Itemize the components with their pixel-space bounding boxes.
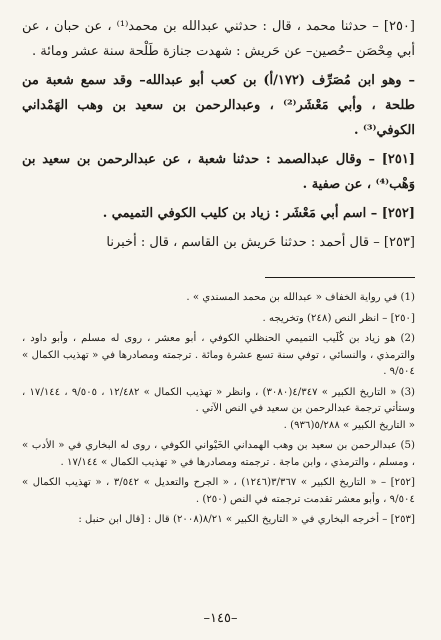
paragraph-251: [٢٥١] – وقال عبدالصمد : حدثنا شعبة ، عن عبدالرحمن بن سعيد بن وَهْب⁽⁴⁾ ، عن صفية . [22, 152, 415, 192]
paragraph-253: [٢٥٣] – قال أحمد : حدثنا حَريش بن القاسم ، قال : أخبرنا [106, 235, 415, 250]
footnote-2: (2) هو زياد بن كُلَيب التميمي الحنظلي الكوفي ، أبو معشر ، روى له مسلم ، وأبو داود ، والترمذي ، والنسائي ، توفي سنة تسع عشرة ومائة . ترجمته ومصادرها في « تهذيب الكمال » ٩/٥٠٤ . [22, 333, 415, 377]
paragraph-250: [٢٥٠] – حدثنا محمد ، قال : حدثني عبدالله بن محمد⁽¹⁾ ، عن حبان ، عن أبي مِحْصَن –حُصين– عن حَريش : شهدت جنازة طَلْحة سنة عشر ومائة . [22, 19, 415, 59]
footnote-divider [265, 277, 415, 278]
footnotes [22, 290, 415, 529]
paragraph-252: [٢٥٢] – اسم أبي مَعْشَر : زياد بن كليب الكوفي التميمي . [102, 206, 415, 221]
footnote-5: (5) عبدالرحمن بن سعيد بن وهب الهمداني الخَيْواني الكوفي ، روى له البخاري في « الأدب » ، ومسلم ، والترمذي ، وابن ماجة . ترجمته ومصادرها في « تهذيب الكمال » ١٧/١٤٤ . [22, 440, 415, 468]
paragraph-250-continued: – وهو ابن مُصَرِّف (١٧٢/أ) بن كعب أبو عبدالله– وقد سمع شعبة من طلحة ، وأبي مَعْشَر⁽²⁾ ، وعبدالرحمن بن سعيد بن وهب الهَمْداني الكوفي⁽³⁾ . [22, 73, 416, 138]
footnote-253: [٢٥٣] – أخرجه البخاري في « التاريخ الكبير » ٨/٢١(٢٠٠٨) قال : [قال ابن حنبل : [78, 514, 415, 525]
footnote-3-continued: « التاريخ الكبير » ٥/٢٨٨(٩٣٦) . [283, 419, 415, 431]
page-number: –١٤٥– [203, 611, 238, 626]
main-text [22, 14, 415, 255]
footnote-252: [٢٥٢] – « التاريخ الكبير » ٣/٣٦٧(١٢٤٦) ، « الجرح والتعديل » ٣/٥٤٢ ، « تهذيب الكمال » ٩/٥٠٤ ، وأبو معشر تقدمت ترجمته في النص (٢٥٠) . [22, 477, 415, 505]
footnote-3: (3) « التاريخ الكبير » ٤/٣٤٧(٣٠٨٠) ، وانظر « تهذيب الكمال » ١٢/٤٨٢ ، ٩/٥٠٥ ، ١٧/١٤٤ ، وستأتي ترجمة عبدالرحمن بن سعيد في النص الآتي . [22, 386, 416, 414]
footnote-250: [٢٥٠] – انظر النص (٢٤٨) وتخريجه . [262, 312, 415, 324]
footnote-1: (1) في رواية الخفاف « عبدالله بن محمد المسندي » . [186, 292, 415, 303]
